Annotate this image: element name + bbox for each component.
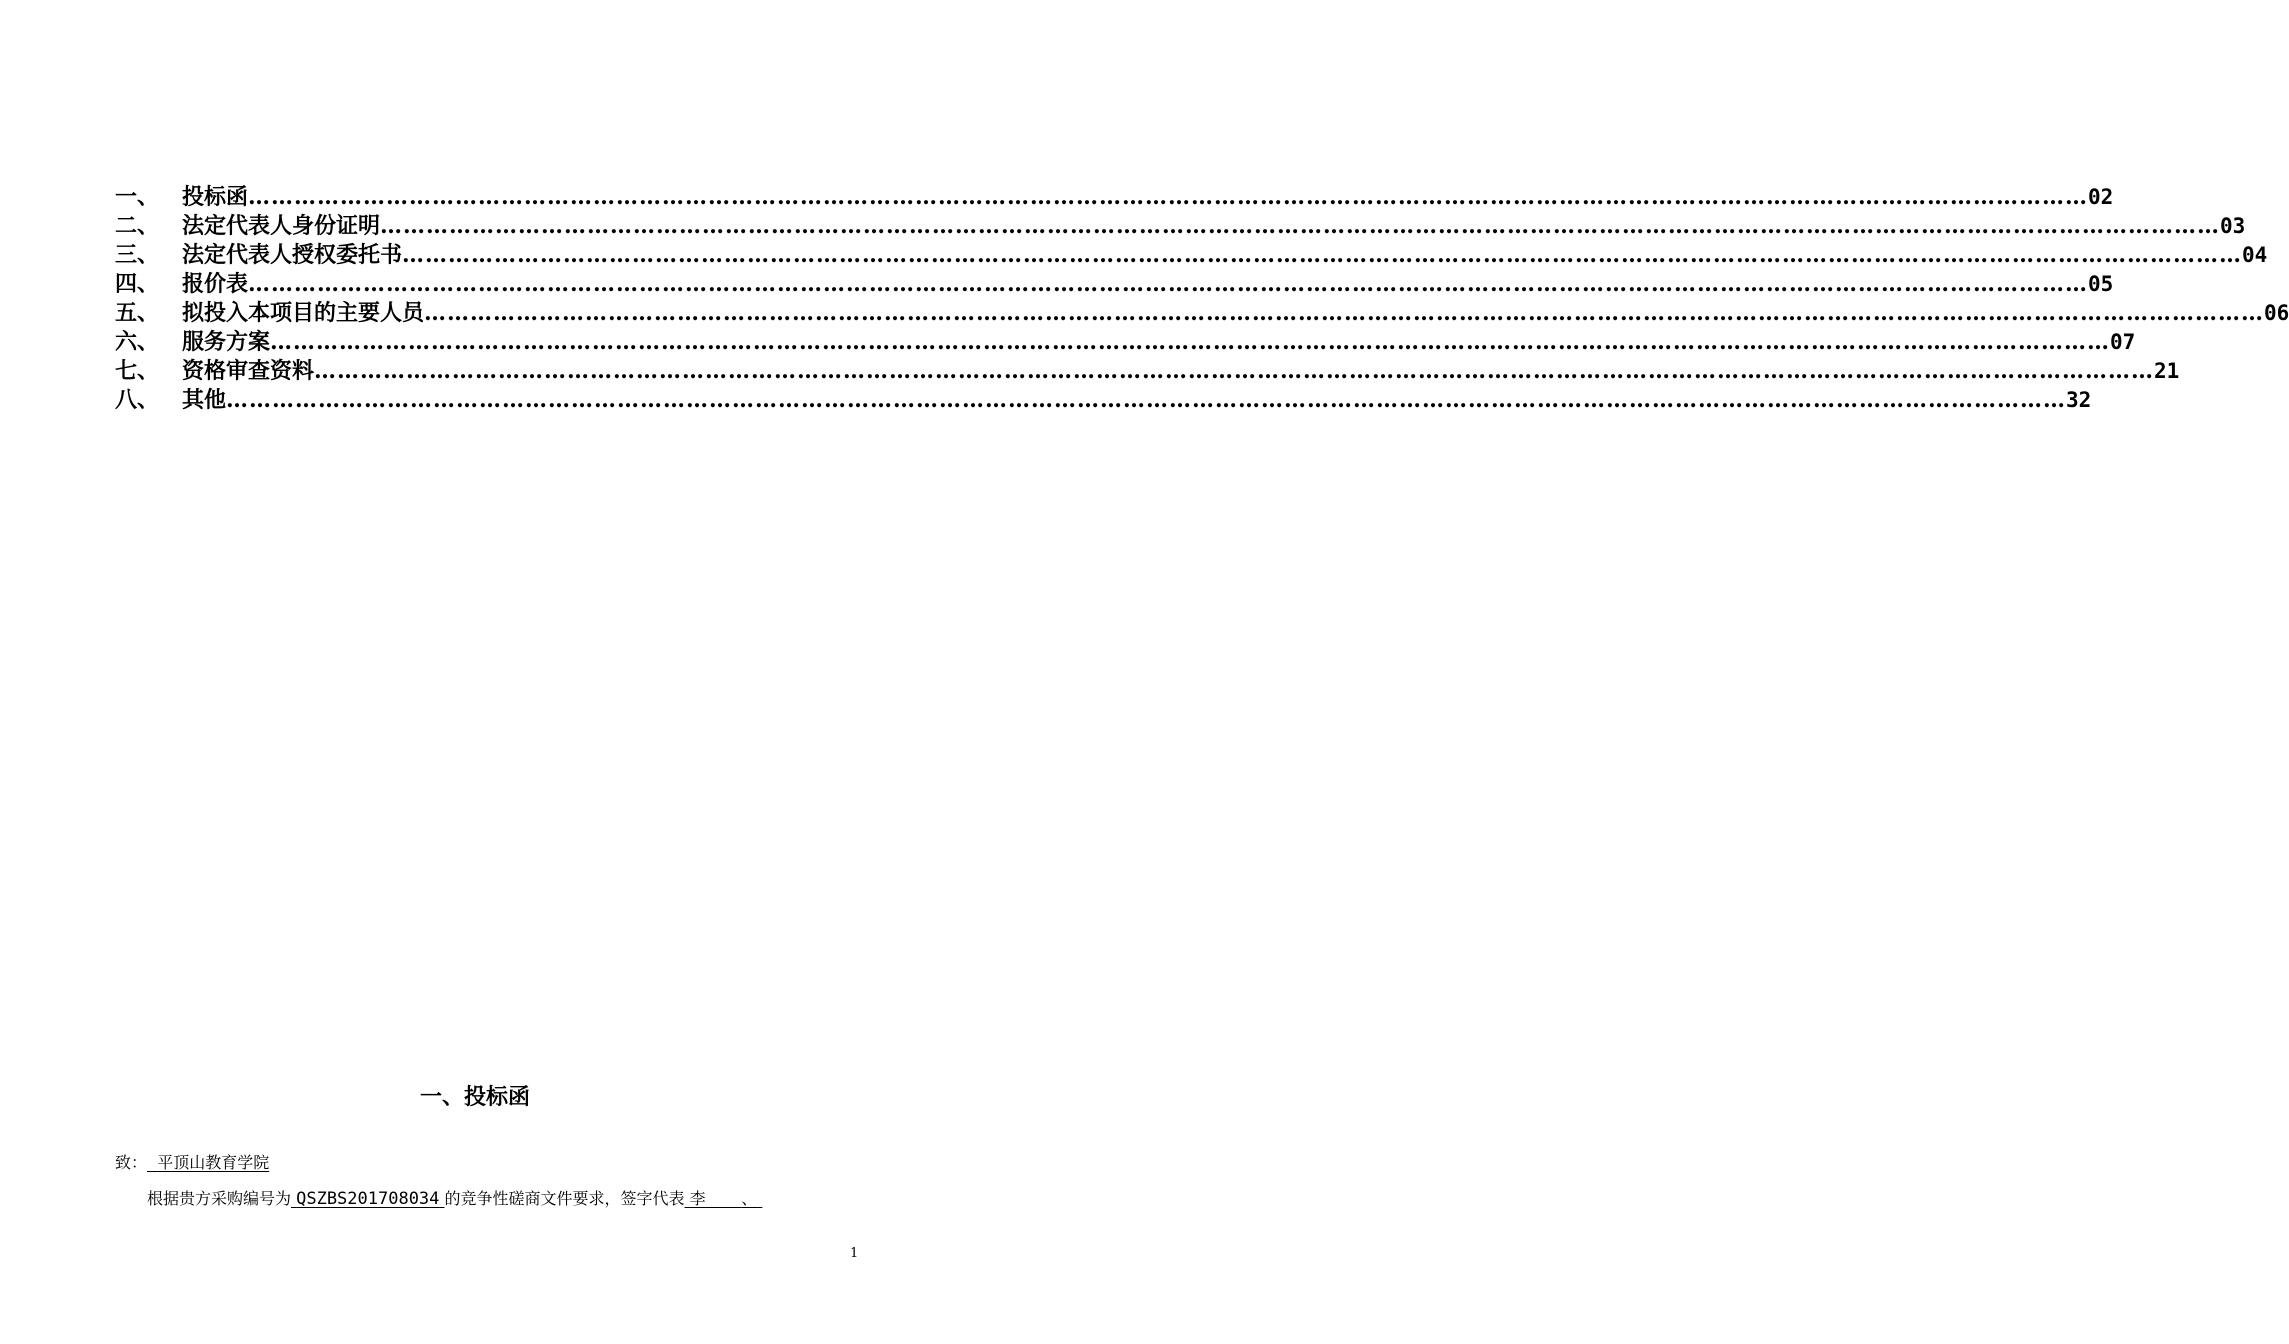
toc-entry [115,209,2246,239]
section-heading: 一、投标函 [419,1084,530,1110]
toc-entry-title: 其他 [182,387,227,413]
toc-entry-number: 三、 [115,242,160,268]
toc-entry-title: 投标函 [182,184,249,210]
letter-body-line [147,1186,762,1209]
body-prefix: 根据贵方采购编号为 [147,1189,292,1208]
recipient-name: 平顶山教育学院 [157,1153,270,1172]
toc-entry-number: 八、 [115,387,160,413]
toc-entry-title: 拟投入本项目的主要人员 [182,300,425,326]
toc-leader-dots: …………………………………………………………………………………………………………………………………………………………………………………………………………………… [248,184,2089,210]
toc-entry-page: 06 [2264,301,2289,325]
toc-entry-title: 法定代表人授权委托书 [182,242,403,268]
toc-entry [115,180,2114,210]
toc-entry-number: 五、 [115,300,160,326]
signer-name: 李 [689,1189,706,1208]
toc-entry-page: 21 [2154,359,2180,383]
toc-leader-dots: …………………………………………………………………………………………………………………………………………………………………………………………………………………… [402,242,2243,268]
toc-entry-page: 02 [2088,185,2114,209]
project-code: QSZBS201708034 [296,1189,440,1209]
recipient-label: 致： [115,1153,148,1172]
toc-entry [115,354,2180,384]
toc-entry-number: 六、 [115,329,160,355]
toc-entry-title: 法定代表人身份证明 [182,213,381,239]
toc-entry-title: 服务方案 [182,329,271,355]
toc-entry-page: 04 [2242,243,2268,267]
toc-leader-dots: …………………………………………………………………………………………………………………………………………………………………………………………………………………… [380,213,2221,239]
toc-entry [115,238,2268,268]
project-code-field [291,1189,444,1208]
toc-leader-dots: …………………………………………………………………………………………………………………………………………………………………………………………………………………… [248,271,2089,297]
toc-leader-dots: …………………………………………………………………………………………………………………………………………………………………………………………………………………… [314,358,2155,384]
toc-entry [115,383,2092,413]
signer-field [685,1189,763,1208]
toc-leader-dots: …………………………………………………………………………………………………………………………………………………………………………………………………………………… [424,300,2265,326]
toc-entry-number: 二、 [115,213,160,239]
toc-entry-page: 32 [2066,388,2092,412]
table-of-contents [115,180,2289,413]
signer-separator: 、 [741,1189,758,1208]
toc-entry [115,296,2289,326]
toc-leader-dots: …………………………………………………………………………………………………………………………………………………………………………………………………………………… [226,387,2067,413]
toc-entry [115,325,2136,355]
toc-entry [115,267,2114,297]
toc-entry-number: 四、 [115,271,160,297]
recipient-line [115,1150,269,1173]
toc-entry-title: 报价表 [182,271,249,297]
toc-entry-page: 03 [2220,214,2246,238]
toc-entry-page: 05 [2088,272,2114,296]
toc-entry-page: 07 [2110,330,2136,354]
toc-entry-title: 资格审查资料 [182,358,315,384]
recipient-name-field [147,1153,269,1172]
page-number: 1 [850,1246,859,1261]
toc-entry-number: 七、 [115,358,160,384]
toc-entry-number: 一、 [115,184,160,210]
body-middle: 的竞争性磋商文件要求，签字代表 [444,1189,685,1208]
toc-leader-dots: …………………………………………………………………………………………………………………………………………………………………………………………………………………… [270,329,2111,355]
